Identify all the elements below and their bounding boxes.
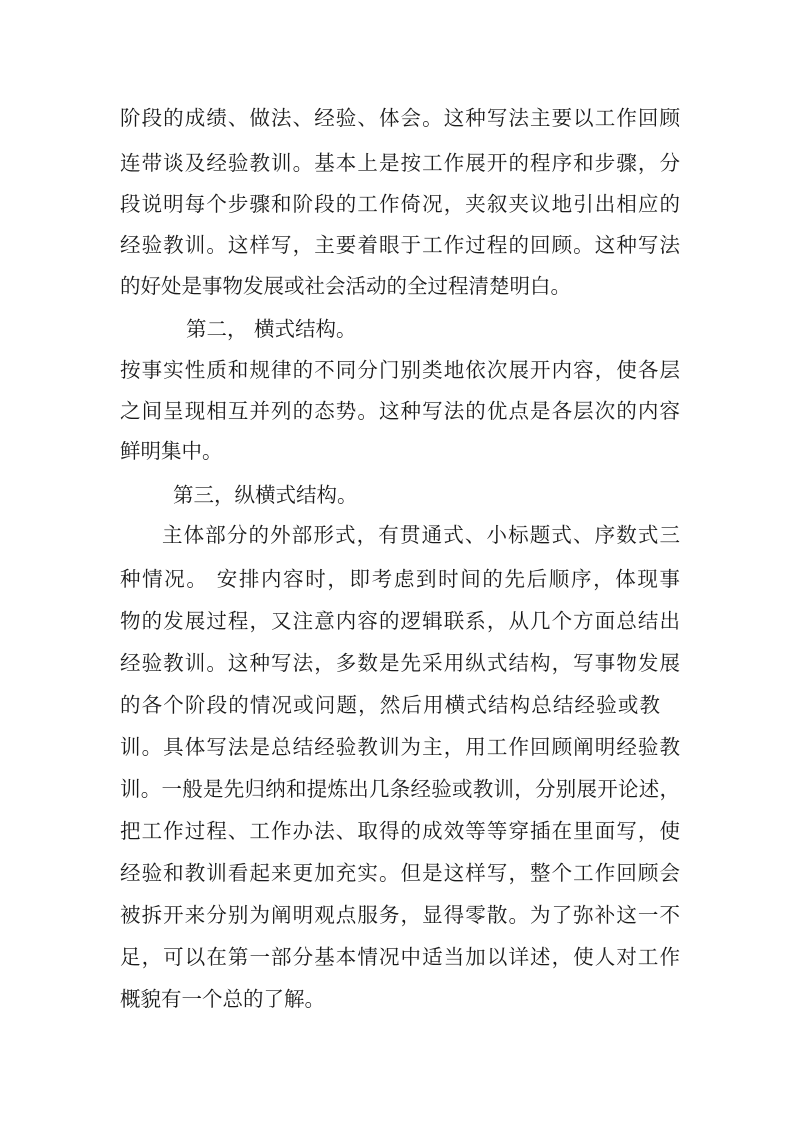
paragraph-2-line-3: 鲜明集中。 [120, 439, 223, 463]
paragraph-3-line-8: 把工作过程、工作办法、取得的成效等等穿插在里面写，使 [120, 819, 680, 843]
paragraph-2-line-1: 按事实性质和规律的不同分门别类地依次展开内容，使各层 [120, 358, 680, 382]
section-heading-3: 第三，纵横式结构。 [173, 483, 358, 507]
paragraph-3-line-11: 足，可以在第一部分基本情况中适当加以详述，使人对工作 [120, 945, 680, 969]
paragraph-3-line-2: 种情况。 安排内容时，即考虑到时间的先后顺序，体现事 [120, 567, 680, 591]
section-heading-2: 第二， 横式结构。 [186, 317, 357, 341]
paragraph-3-line-3: 物的发展过程，又注意内容的逻辑联系，从几个方面总结出 [120, 609, 680, 633]
paragraph-3-line-12: 概貌有一个总的了解。 [120, 987, 325, 1011]
paragraph-1-line-3: 段说明每个步骤和阶段的工作倚况，夹叙夹议地引出相应的 [120, 192, 680, 216]
paragraph-3-line-9: 经验和教训看起来更加充实。但是这样写，整个工作回顾会 [120, 861, 680, 885]
paragraph-1-line-1: 阶段的成绩、做法、经验、体会。这种写法主要以工作回顾 [120, 106, 680, 130]
paragraph-1-line-2: 连带谈及经验教训。基本上是按工作展开的程序和步骤，分 [120, 151, 680, 175]
paragraph-3-line-7: 训。一般是先归纳和提炼出几条经验或教训，分别展开论述， [120, 777, 680, 801]
paragraph-1-line-4: 经验教训。这样写，主要着眼于工作过程的回顾。这种写法 [120, 233, 680, 257]
paragraph-3-line-10: 被拆开来分别为阐明观点服务，显得零散。为了弥补这一不 [120, 903, 680, 927]
paragraph-3-line-1: 主体部分的外部形式，有贯通式、小标题式、序数式三 [162, 523, 680, 547]
paragraph-2-line-2: 之间呈现相互并列的态势。这种写法的优点是各层次的内容 [120, 399, 680, 423]
paragraph-3-line-6: 训。具体写法是总结经验教训为主，用工作回顾阐明经验教 [120, 735, 680, 759]
paragraph-3-line-4: 经验教训。这种写法，多数是先采用纵式结构，写事物发展 [120, 651, 680, 675]
paragraph-3-line-5: 的各个阶段的情况或问题，然后用横式结构总结经验或教 [120, 693, 660, 717]
paragraph-1-line-5: 的好处是事物发展或社会活动的全过程清楚明白。 [120, 274, 571, 298]
